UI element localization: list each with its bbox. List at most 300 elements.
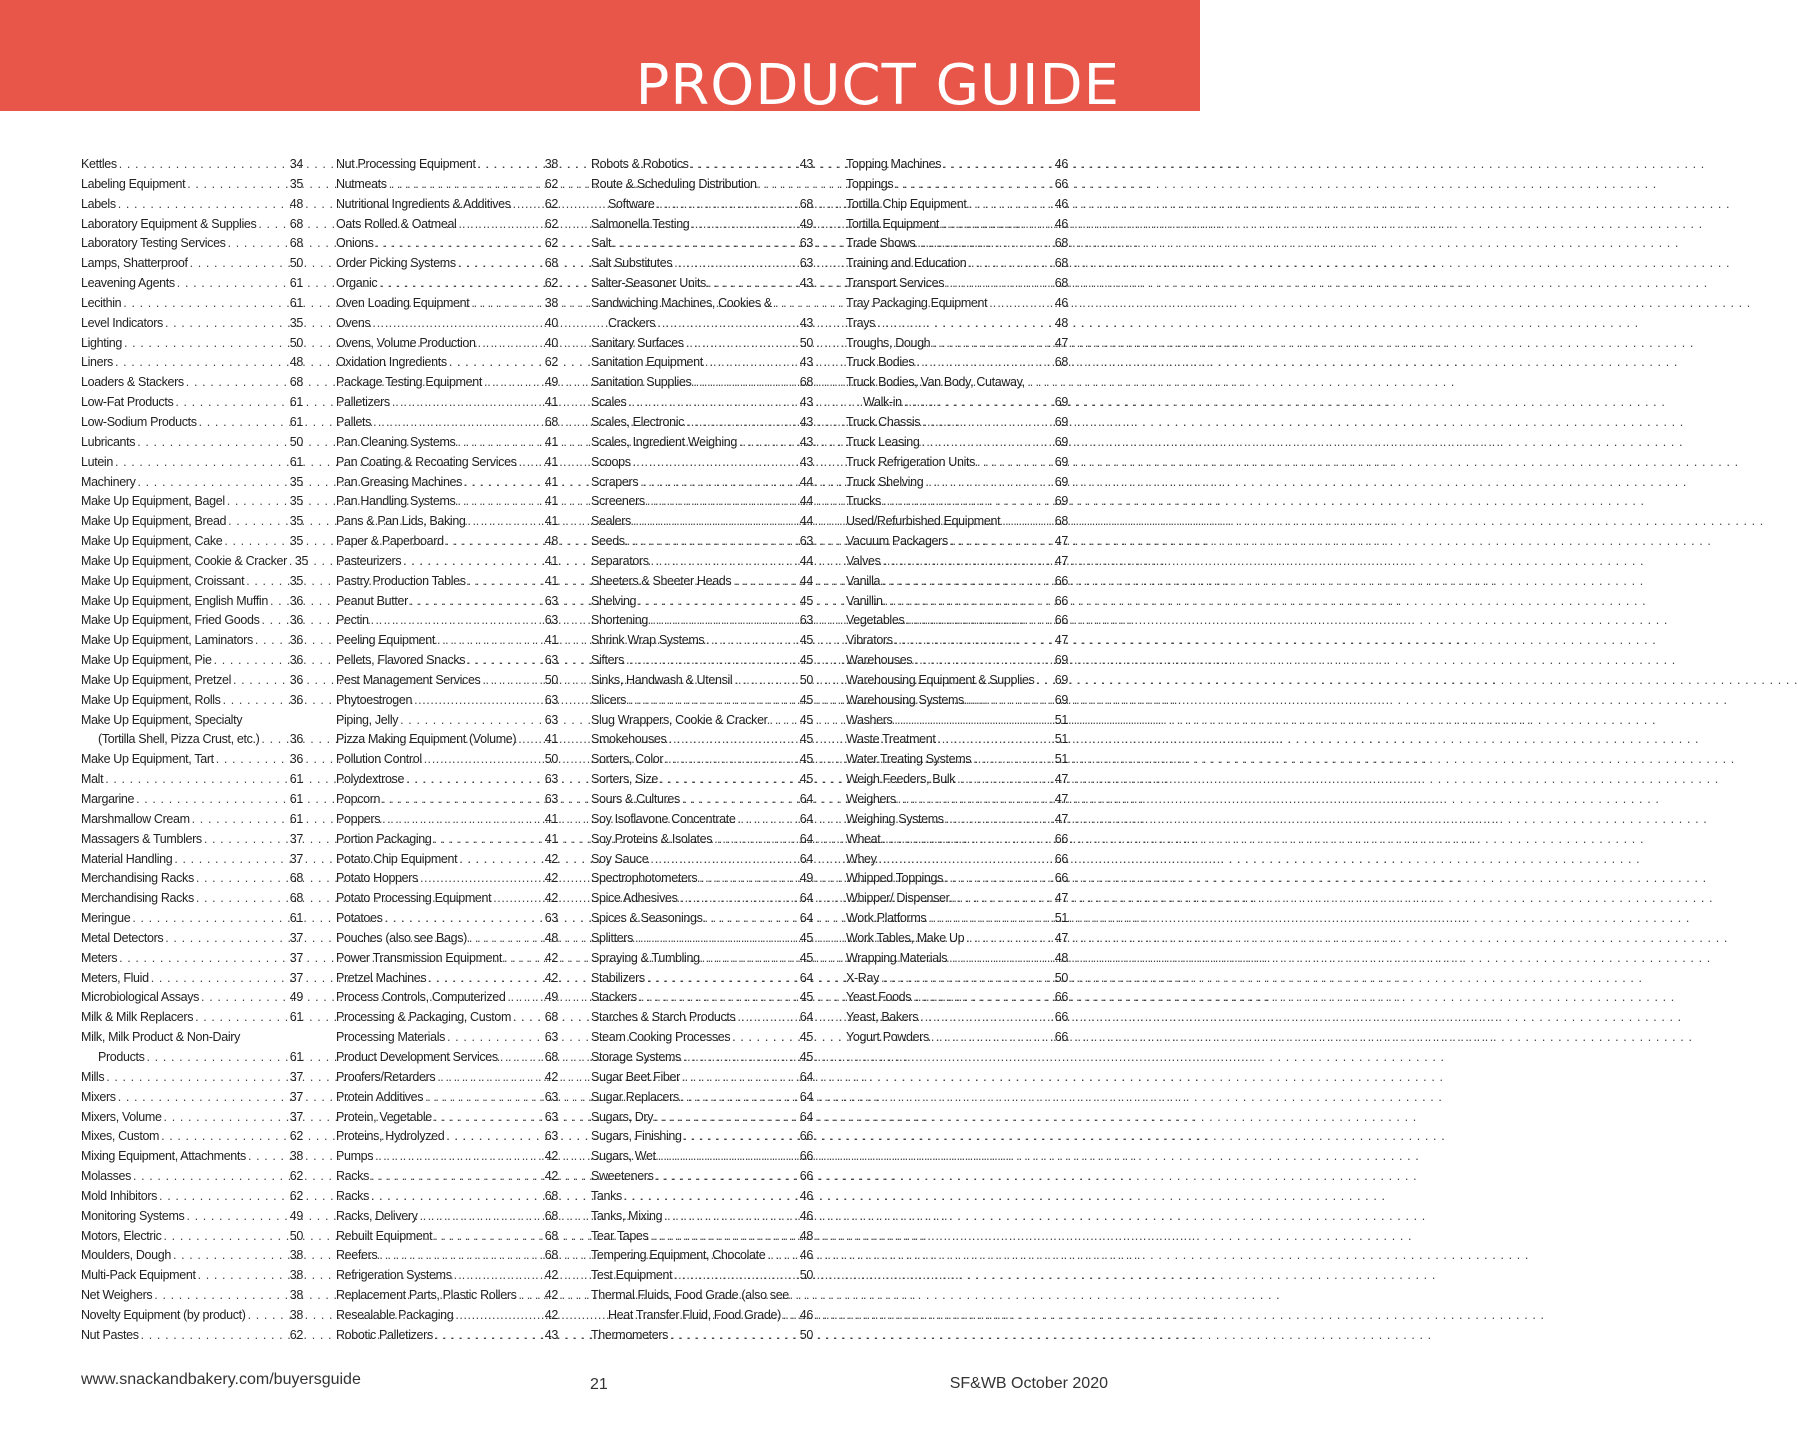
- index-entry: [591, 750, 813, 770]
- index-entry: [591, 532, 813, 552]
- entry-page-number: 41: [544, 553, 558, 568]
- entry-page-number: 43: [799, 355, 813, 370]
- index-entry: [81, 969, 303, 989]
- entry-label: Racks: [336, 1169, 369, 1184]
- dot-leader: [920, 1008, 1053, 1028]
- dot-leader: [228, 512, 288, 532]
- entry-page-number: 46: [1054, 157, 1068, 171]
- entry-page-number: 66: [1054, 1010, 1068, 1025]
- index-entry: [846, 949, 1068, 969]
- entry-page-number: 49: [799, 216, 813, 231]
- entry-page-number: 68: [1054, 236, 1068, 251]
- index-entry: [336, 909, 558, 929]
- index-entry: [846, 929, 1068, 949]
- index-entry: [81, 195, 303, 215]
- dot-leader: [626, 651, 798, 671]
- index-entry: [846, 631, 1068, 651]
- dot-leader: [705, 353, 798, 373]
- dot-leader: [165, 929, 288, 949]
- index-entry: [846, 492, 1068, 512]
- entry-label: Margarine: [81, 792, 135, 806]
- entry-label: Labeling Equipment: [81, 176, 186, 191]
- entry-label: Warehousing Equipment & Supplies: [846, 672, 1035, 687]
- index-entry: [336, 1227, 558, 1247]
- entry-page-number: 48: [544, 534, 558, 549]
- entry-label: Processing Materials: [336, 1030, 446, 1045]
- entry-page-number: 61: [289, 911, 303, 926]
- entry-label: Sanitation Supplies: [591, 375, 692, 390]
- index-entry: [591, 1286, 813, 1306]
- entry-label: Soy Isoflavone Concentrate: [591, 811, 736, 826]
- entry-page-number: 61: [289, 276, 303, 291]
- index-entry: [81, 1326, 303, 1346]
- entry-label: Replacement Parts, Plastic Rollers: [336, 1288, 517, 1303]
- entry-page-number: 43: [799, 276, 813, 291]
- index-entry: [336, 750, 558, 770]
- index-entry: [336, 949, 558, 969]
- dot-leader: [916, 353, 1053, 373]
- entry-label: Nutritional Ingredients & Additives: [336, 196, 511, 211]
- entry-page-number: 64: [799, 811, 813, 826]
- entry-label: Mold Inhibitors: [81, 1188, 158, 1203]
- dot-leader: [660, 770, 798, 790]
- dot-leader: [879, 850, 1053, 870]
- entry-label: Nutmeats: [336, 176, 387, 191]
- index-entry: [336, 1048, 558, 1068]
- entry-label: Tortilla Equipment: [846, 216, 940, 231]
- entry-label: Shortening: [591, 613, 648, 628]
- entry-label: Process Controls, Computerized: [336, 990, 506, 1005]
- entry-label: Meters, Fluid: [81, 970, 149, 985]
- entry-page-number: 61: [289, 454, 303, 469]
- index-entry: [81, 175, 303, 195]
- entry-label: Proteins, Hydrolyzed: [336, 1129, 445, 1144]
- entry-label: Racks, Delivery: [336, 1208, 418, 1223]
- index-entry: [81, 254, 303, 274]
- entry-page-number: 68: [544, 256, 558, 271]
- dot-leader: [513, 195, 543, 215]
- dot-leader: [917, 234, 1052, 254]
- dot-leader: [770, 711, 798, 731]
- entry-label: Yogurt Powders: [846, 1030, 929, 1045]
- entry-page-number: 66: [1054, 871, 1068, 886]
- entry-label: Racks: [336, 1188, 369, 1203]
- index-entry: [846, 254, 1068, 274]
- dot-leader: [424, 750, 543, 770]
- index-entry: [846, 433, 1068, 453]
- dot-leader: [154, 1286, 287, 1306]
- entry-label: Sugars, Dry: [591, 1109, 654, 1124]
- entry-label: Software: [608, 196, 655, 211]
- entry-page-number: 44: [799, 573, 813, 588]
- dot-leader: [458, 254, 543, 274]
- dot-leader: [428, 969, 543, 989]
- index-entry: [336, 453, 558, 473]
- entry-label: Novelty Equipment (by product): [81, 1307, 246, 1322]
- page-title: PRODUCT GUIDE: [635, 53, 1120, 118]
- entry-label: Level Indicators: [81, 315, 163, 330]
- dot-leader: [913, 988, 1053, 1008]
- index-entry: [591, 770, 813, 790]
- entry-label: Make Up Equipment, Cookie & Cracker: [81, 553, 287, 568]
- dot-leader: [164, 1108, 288, 1128]
- index-entry: [336, 1147, 558, 1167]
- entry-label: Tear Tapes: [591, 1228, 649, 1243]
- entry-page-number: 63: [544, 772, 558, 787]
- entry-page-number: 41: [544, 811, 558, 826]
- index-entry: [591, 1127, 813, 1147]
- index-entry: [591, 473, 813, 493]
- index-entry: [336, 393, 558, 413]
- entry-page-number: 42: [544, 1169, 558, 1184]
- index-entry: [336, 1187, 558, 1207]
- entry-page-number: 49: [544, 375, 558, 390]
- entry-label: Make Up Equipment, English Muffin: [81, 593, 268, 608]
- dot-leader: [656, 1167, 798, 1187]
- index-entry: [591, 314, 813, 334]
- dot-leader: [704, 909, 797, 929]
- entry-label: Work Tables, Make Up: [846, 930, 965, 945]
- entry-label: Wheat: [846, 831, 881, 846]
- dot-leader: [457, 492, 542, 512]
- dot-leader: [668, 730, 797, 750]
- index-entry: [846, 790, 1068, 810]
- entry-page-number: 46: [799, 1188, 813, 1203]
- dot-leader: [376, 234, 543, 254]
- entry-page-number: 64: [799, 1069, 813, 1084]
- index-entry: [81, 1246, 303, 1266]
- entry-label: Mixers: [81, 1089, 116, 1104]
- index-entry: [846, 691, 1068, 711]
- entry-label: Oats Rolled & Oatmeal: [336, 216, 457, 231]
- index-entry: [336, 433, 558, 453]
- index-entry: [81, 988, 303, 1008]
- entry-page-number: 68: [544, 1228, 558, 1243]
- dot-leader: [467, 651, 543, 671]
- dot-leader: [173, 1246, 288, 1266]
- dot-leader: [482, 671, 542, 691]
- entry-label: Truck Shelving: [846, 474, 924, 489]
- entry-label: Phytoestrogen: [336, 692, 413, 707]
- entry-label: Moulders, Dough: [81, 1248, 171, 1263]
- entry-label: Oxidation Ingredients: [336, 355, 447, 370]
- entry-page-number: 41: [544, 732, 558, 747]
- index-entry: [336, 413, 558, 433]
- entry-page-number: 44: [799, 553, 813, 568]
- index-entry: [846, 532, 1068, 552]
- entry-label: Processing & Packaging, Custom: [336, 1010, 512, 1025]
- entry-label: Nut Pastes: [81, 1327, 139, 1342]
- index-entry: [591, 611, 813, 631]
- entry-page-number: 45: [799, 712, 813, 727]
- index-entry: [81, 750, 303, 770]
- entry-label: Make Up Equipment, Laminators: [81, 633, 253, 648]
- dot-leader: [885, 592, 1053, 612]
- dot-leader: [946, 810, 1053, 830]
- entry-page-number: 69: [1054, 494, 1068, 509]
- index-entry: [81, 1048, 303, 1068]
- entry-page-number: 45: [799, 1030, 813, 1045]
- entry-page-number: 41: [544, 395, 558, 410]
- index-entry: [591, 651, 813, 671]
- entry-label: Warehouses: [846, 653, 913, 668]
- entry-page-number: 68: [1054, 276, 1068, 291]
- index-entry: [846, 353, 1068, 373]
- dot-leader: [500, 1048, 543, 1068]
- entry-label: X-Ray: [846, 970, 879, 985]
- entry-label: Salmonella Testing: [591, 216, 690, 231]
- index-entry: [846, 453, 1068, 473]
- index-entry: [846, 869, 1068, 889]
- entry-page-number: 36: [289, 692, 303, 707]
- entry-label: Reefers: [336, 1248, 378, 1263]
- entry-label: Potatoes: [336, 911, 383, 926]
- dot-leader: [223, 691, 288, 711]
- entry-label: Test Equipment: [591, 1268, 673, 1283]
- index-entry: [591, 592, 813, 612]
- entry-label: Nut Processing Equipment: [336, 157, 476, 171]
- dot-leader: [950, 532, 1053, 552]
- dot-leader: [647, 492, 798, 512]
- entry-label: Whipped Toppings: [846, 871, 944, 886]
- dot-leader: [635, 929, 798, 949]
- dot-leader: [877, 314, 1053, 334]
- dot-leader: [674, 1266, 798, 1286]
- entry-label: Microbiological Assays: [81, 990, 200, 1005]
- index-entry: [336, 1326, 558, 1346]
- footer-page-number: 21: [590, 1376, 608, 1393]
- entry-label: Ovens: [336, 315, 371, 330]
- entry-page-number: 68: [289, 236, 303, 251]
- dot-leader: [493, 889, 543, 909]
- entry-page-number: 48: [289, 196, 303, 211]
- entry-page-number: 43: [799, 434, 813, 449]
- entry-page-number: 38: [289, 1307, 303, 1322]
- entry-page-number: 44: [799, 474, 813, 489]
- entry-label: Sugars, Wet: [591, 1149, 656, 1164]
- entry-page-number: 66: [1054, 831, 1068, 846]
- dot-leader: [174, 850, 287, 870]
- dot-leader: [737, 810, 797, 830]
- dot-leader: [943, 155, 1053, 175]
- entry-page-number: 36: [289, 732, 303, 747]
- entry-label: Potato Chip Equipment: [336, 851, 458, 866]
- entry-page-number: 38: [544, 157, 558, 171]
- dot-leader: [783, 1306, 798, 1326]
- index-entry: [591, 234, 813, 254]
- entry-page-number: 34: [289, 157, 303, 171]
- entry-page-number: 43: [544, 1327, 558, 1342]
- index-entry: [846, 909, 1068, 929]
- index-entry: [81, 1266, 303, 1286]
- entry-page-number: 35: [289, 534, 303, 549]
- entry-page-number: 42: [544, 891, 558, 906]
- entry-page-number: 64: [799, 1010, 813, 1025]
- index-entry: [591, 869, 813, 889]
- dot-leader: [651, 552, 798, 572]
- index-entry: [591, 949, 813, 969]
- dot-leader: [682, 790, 798, 810]
- dot-leader: [227, 492, 288, 512]
- index-entry: [81, 909, 303, 929]
- dot-leader: [737, 1008, 797, 1028]
- entry-label: Water Treating Systems: [846, 752, 972, 767]
- entry-label: Protein Additives: [336, 1089, 424, 1104]
- dot-leader: [379, 1246, 542, 1266]
- entry-page-number: 42: [544, 871, 558, 886]
- entry-page-number: 69: [1054, 653, 1068, 668]
- entry-label: Onions: [336, 236, 374, 251]
- entry-label: Vanillin: [846, 593, 883, 608]
- dot-leader: [469, 929, 543, 949]
- entry-page-number: 62: [544, 196, 558, 211]
- entry-label: Metal Detectors: [81, 930, 164, 945]
- dot-leader: [261, 611, 287, 631]
- index-entry: [336, 572, 558, 592]
- entry-page-number: 48: [799, 1228, 813, 1243]
- entry-label: Scales, Ingredient Weighing: [591, 434, 737, 449]
- dot-leader: [946, 274, 1053, 294]
- dot-leader: [931, 1028, 1053, 1048]
- dot-leader: [371, 1187, 543, 1207]
- index-entry: [81, 1028, 303, 1048]
- index-entry: [81, 473, 303, 493]
- entry-label: Lecithin: [81, 295, 122, 310]
- dot-leader: [894, 711, 1052, 731]
- entry-page-number: 35: [289, 494, 303, 509]
- entry-page-number: 42: [544, 1307, 558, 1322]
- dot-leader: [373, 413, 543, 433]
- dot-leader: [922, 413, 1053, 433]
- index-entry: [336, 473, 558, 493]
- entry-page-number: 44: [799, 514, 813, 529]
- index-entry: [591, 810, 813, 830]
- entry-label: Sandwiching Machines, Cookies &: [591, 295, 772, 310]
- dot-leader: [613, 234, 798, 254]
- dot-leader: [124, 334, 288, 354]
- entry-label: Multi-Pack Equipment: [81, 1268, 196, 1283]
- entry-label: Spice Adhesives: [591, 891, 678, 906]
- entry-label: Material Handling: [81, 851, 173, 866]
- index-entry: [81, 1147, 303, 1167]
- dot-leader: [650, 611, 798, 631]
- index-entry: [81, 1127, 303, 1147]
- index-entry: [591, 711, 813, 731]
- dot-leader: [434, 1227, 543, 1247]
- index-entry: [846, 274, 1068, 294]
- dot-leader: [425, 1088, 543, 1108]
- entry-page-number: 61: [289, 1049, 303, 1064]
- entry-page-number: 64: [799, 891, 813, 906]
- index-entry: [591, 790, 813, 810]
- index-entry: [591, 929, 813, 949]
- index-entry: [81, 1227, 303, 1247]
- entry-label: Tanks, Mixing: [591, 1208, 663, 1223]
- entry-label: Low-Fat Products: [81, 395, 174, 410]
- entry-page-number: 68: [544, 414, 558, 429]
- entry-label: Pouches (also see Bags): [336, 930, 467, 945]
- index-entry: [336, 770, 558, 790]
- entry-label: Make Up Equipment, Pie: [81, 653, 212, 668]
- dot-leader: [199, 413, 288, 433]
- dot-leader: [195, 1008, 288, 1028]
- dot-leader: [261, 730, 287, 750]
- entry-page-number: 38: [289, 1248, 303, 1263]
- entry-page-number: 47: [1054, 891, 1068, 906]
- entry-page-number: 66: [799, 1149, 813, 1164]
- entry-page-number: 66: [1054, 851, 1068, 866]
- index-entry: [81, 850, 303, 870]
- index-entry: [846, 711, 1068, 731]
- index-entry: [81, 413, 303, 433]
- entry-page-number: 68: [289, 871, 303, 886]
- entry-label: Shrink Wrap Systems: [591, 633, 705, 648]
- entry-label: Mixing Equipment, Attachments: [81, 1149, 246, 1164]
- entry-label: Lighting: [81, 335, 122, 350]
- entry-label: Massagers & Tumblers: [81, 831, 202, 846]
- entry-page-number: 45: [799, 732, 813, 747]
- dot-leader: [434, 1108, 543, 1128]
- entry-label: Trucks: [846, 494, 881, 509]
- entry-page-number: 47: [1054, 792, 1068, 806]
- index-entry: [591, 1028, 813, 1048]
- dot-leader: [437, 1068, 542, 1088]
- index-entry: [81, 274, 303, 294]
- entry-page-number: 35: [289, 514, 303, 529]
- entry-label: Whey: [846, 851, 877, 866]
- index-entry: [81, 453, 303, 473]
- index-entry: [81, 1286, 303, 1306]
- entry-label: Ovens, Volume Production: [336, 335, 476, 350]
- index-entry: [591, 1207, 813, 1227]
- entry-page-number: 43: [799, 315, 813, 330]
- index-entry: [591, 1167, 813, 1187]
- entry-label: Waste Treatment: [846, 732, 936, 747]
- entry-page-number: 69: [1054, 454, 1068, 469]
- entry-page-number: 63: [544, 1109, 558, 1124]
- dot-leader: [932, 334, 1053, 354]
- entry-label: Monitoring Systems: [81, 1208, 185, 1223]
- entry-page-number: 50: [799, 1268, 813, 1283]
- entry-page-number: 36: [289, 752, 303, 767]
- entry-label: Toppings: [846, 176, 894, 191]
- entry-page-number: 51: [1054, 911, 1068, 926]
- entry-page-number: 64: [799, 970, 813, 985]
- dot-leader: [691, 155, 798, 175]
- dot-leader: [657, 314, 798, 334]
- entry-label: Poppers: [336, 811, 381, 826]
- dot-leader: [693, 373, 797, 393]
- entry-page-number: 36: [289, 613, 303, 628]
- entry-label: Lamps, Shatterproof: [81, 256, 188, 271]
- entry-page-number: 36: [289, 593, 303, 608]
- entry-page-number: 68: [544, 1188, 558, 1203]
- index-entry: [846, 830, 1068, 850]
- dot-leader: [895, 175, 1053, 195]
- dot-leader: [192, 810, 288, 830]
- entry-page-number: 64: [799, 851, 813, 866]
- entry-page-number: 61: [289, 792, 303, 806]
- dot-leader: [147, 1048, 288, 1068]
- entry-page-number: 37: [289, 1109, 303, 1124]
- dot-leader: [224, 532, 287, 552]
- index-entry: [336, 671, 558, 691]
- dot-leader: [119, 949, 288, 969]
- footer-url[interactable]: www.snackandbakery.com/buyersguide: [81, 1371, 361, 1388]
- entry-label: Storage Systems: [591, 1049, 681, 1064]
- dot-leader: [928, 909, 1052, 929]
- dot-leader: [161, 1127, 288, 1147]
